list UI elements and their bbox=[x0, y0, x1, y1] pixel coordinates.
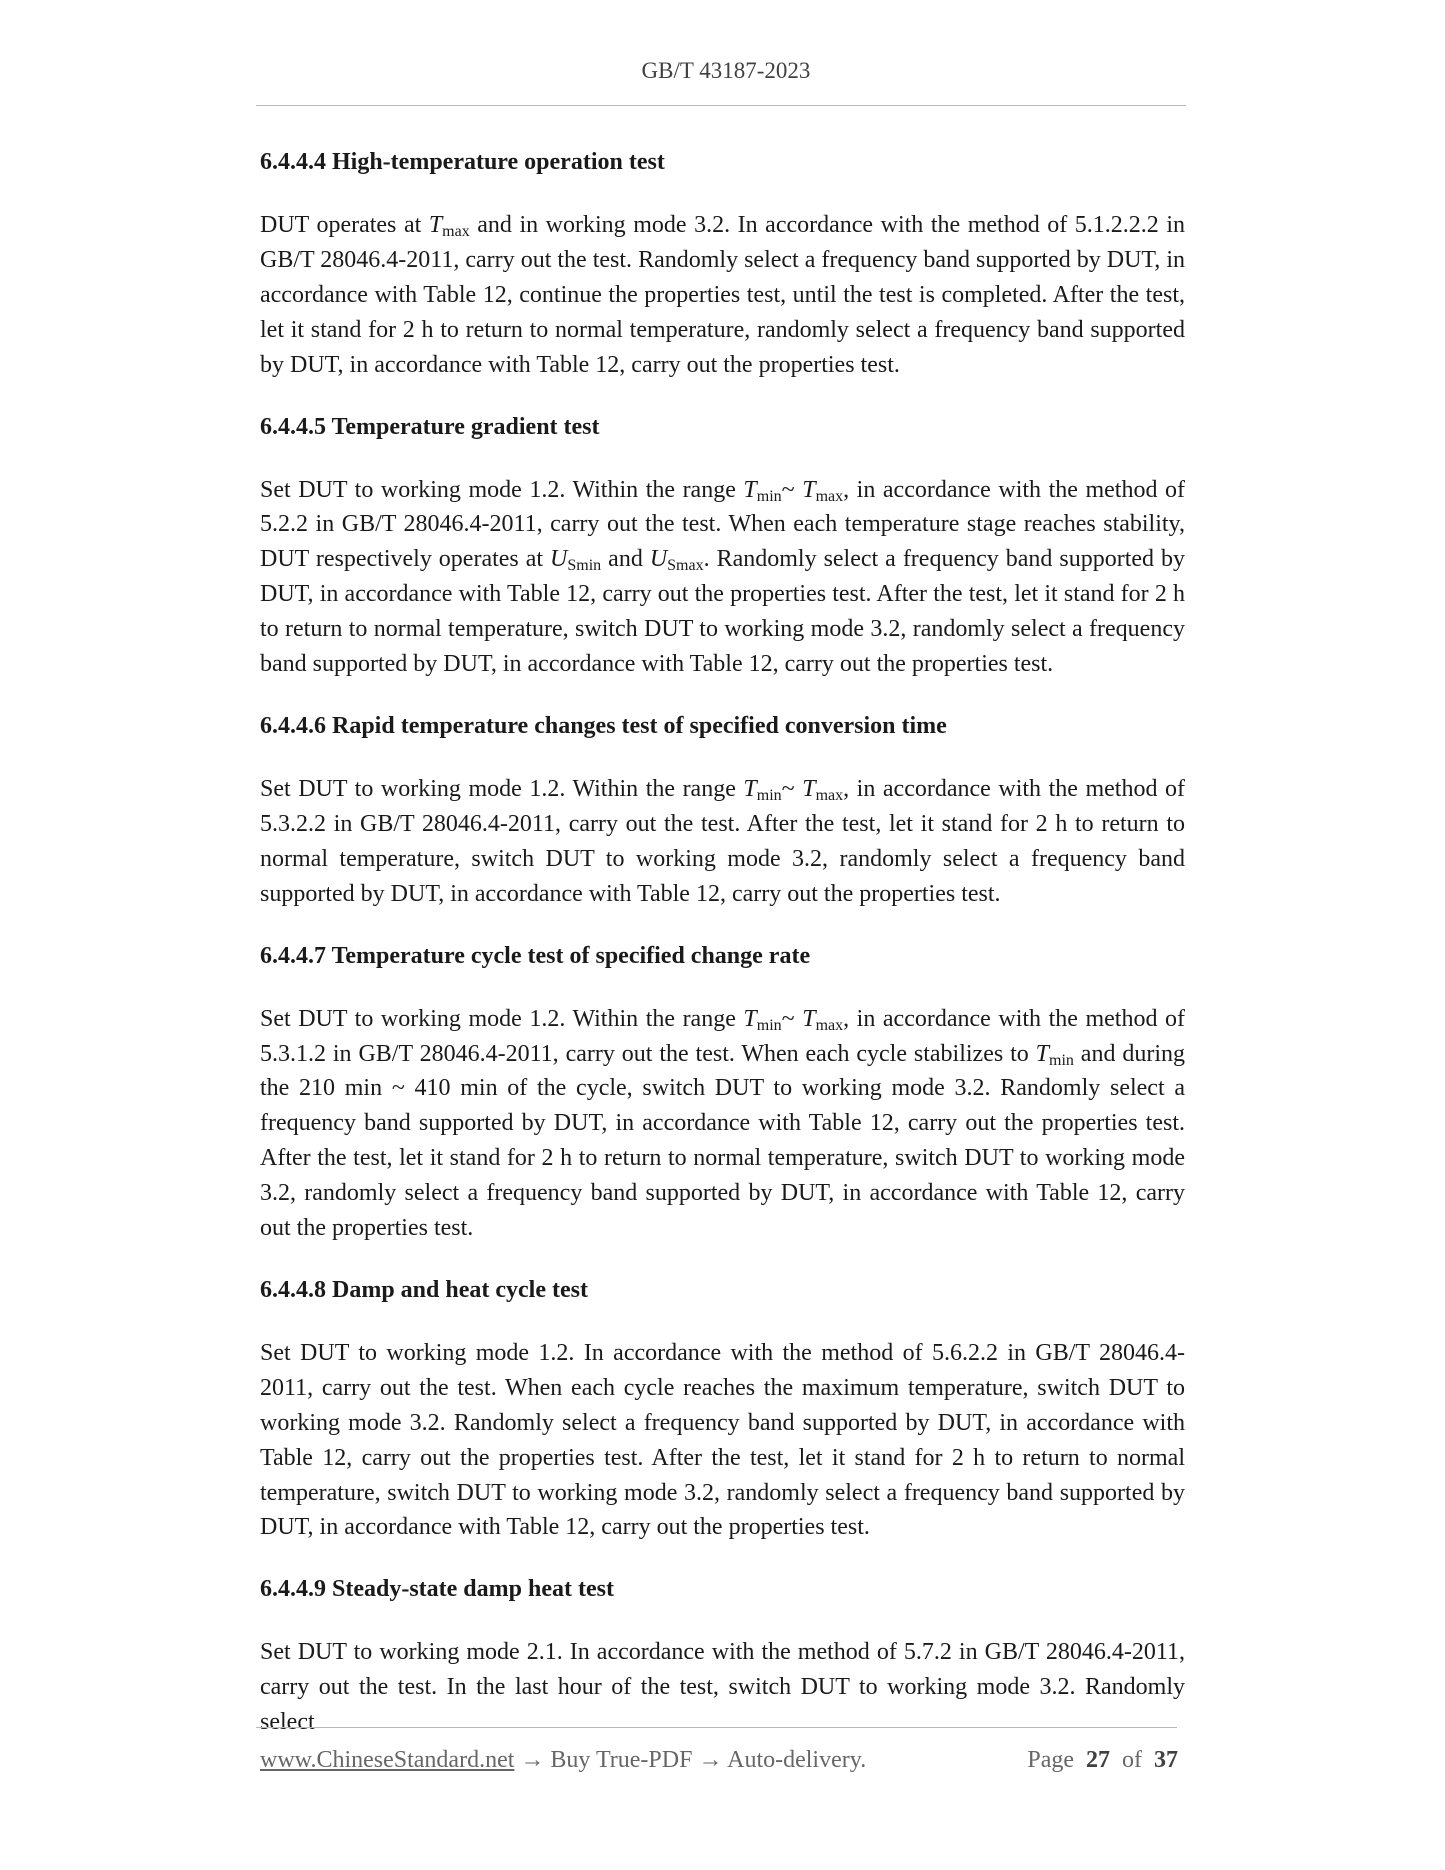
total-pages: 37 bbox=[1154, 1747, 1178, 1773]
section-paragraph: Set DUT to working mode 1.2. Within the range $T_{min}\sim$ $T_{max}$, in accordance with the method of 5.2.2 in GB/T 28046.4-2011, carry out the test. When each temperature stage reaches stability, DUT respectively operates at $U_{Smin}$ and $U_{Smax}$. Randomly select a frequency band supported by DUT, in accordance with Table 12, carry out the properties test. After the test, let it stand for 2 h to return to normal temperature, switch DUT to working mode 3.2, randomly select a frequency band supported by DUT, in accordance with Table 12, carry out the properties test. bbox=[260, 476, 1186, 678]
page-number: Page 27 of 37 bbox=[1027, 1747, 1178, 1773]
section-6-4-4-6 bbox=[260, 709, 1185, 912]
section-heading: 6.4.4.9 Steady-state damp heat test bbox=[260, 1576, 614, 1603]
page-header: GB/T 43187-2023 bbox=[641, 58, 811, 83]
section-6-4-4-4 bbox=[260, 145, 1185, 383]
section-paragraph: DUT operates at $T_{max}$ and in working mode 3.2. In accordance with the method of 5.1.2.2.2 in GB/T 28046.4-2011, carry out the test. Randomly select a frequency band supported by DUT, in accordance with Table 12, continue the properties test, until the test is completed. After the test, let it stand for 2 h to return to normal temperature, randomly select a frequency band supported by DUT, in accordance with Table 12, carry out the properties test. bbox=[260, 212, 1185, 378]
section-heading: 6.4.4.5 Temperature gradient test bbox=[260, 413, 600, 440]
footer-promo bbox=[260, 1747, 866, 1774]
section-paragraph: Set DUT to working mode 2.1. In accordance with the method of 5.7.2 in GB/T 28046.4-2011, carry out the test. In the last hour of the test, switch DUT to working mode 3.2. Randomly select bbox=[260, 1639, 1185, 1736]
section-paragraph: Set DUT to working mode 1.2. Within the range $T_{min}\sim$ $T_{max}$, in accordance with the method of 5.3.2.2 in GB/T 28046.4-2011, carry out the test. After the test, let it stand for 2 h to return to normal temperature, switch DUT to working mode 3.2, randomly select a frequency band supported by DUT, in accordance with Table 12, carry out the properties test. bbox=[260, 775, 1186, 907]
header-divider bbox=[256, 105, 1186, 106]
site-link[interactable]: www.ChineseStandard.net bbox=[260, 1747, 515, 1773]
section-paragraph: Set DUT to working mode 1.2. Within the range $T_{min}\sim$ $T_{max}$, in accordance with the method of 5.3.1.2 in GB/T 28046.4-2011, carry out the test. When each cycle stabilizes to $T_{min}$ and during the 210 min ~ 410 min of the cycle, switch DUT to working mode 3.2. Randomly select a frequency band supported by DUT, in accordance with Table 12, carry out the properties test. After the test, let it stand for 2 h to return to normal temperature, switch DUT to working mode 3.2, randomly select a frequency band supported by DUT, in accordance with Table 12, carry out the properties test. bbox=[260, 1005, 1186, 1242]
current-page: 27 bbox=[1086, 1747, 1110, 1773]
section-heading: 6.4.4.6 Rapid temperature changes test of specified conversion time bbox=[260, 712, 947, 739]
section-heading: 6.4.4.7 Temperature cycle test of specified change rate bbox=[260, 942, 811, 969]
section-6-4-4-7 bbox=[260, 939, 1185, 1246]
section-heading: 6.4.4.4 High-temperature operation test bbox=[260, 149, 665, 175]
section-6-4-4-5 bbox=[260, 410, 1185, 682]
page-footer bbox=[260, 1747, 1178, 1781]
section-6-4-4-8 bbox=[260, 1273, 1185, 1545]
page-content bbox=[260, 145, 1185, 1767]
promo-text: → Buy True-PDF → Auto-delivery. bbox=[514, 1747, 867, 1773]
section-heading: 6.4.4.8 Damp and heat cycle test bbox=[260, 1276, 588, 1303]
section-6-4-4-9 bbox=[260, 1572, 1185, 1740]
footer-divider bbox=[256, 1727, 1177, 1728]
section-paragraph: Set DUT to working mode 1.2. In accordance with the method of 5.6.2.2 in GB/T 28046.4-2011, carry out the test. When each cycle reaches the maximum temperature, switch DUT to working mode 3.2. Randomly select a frequency band supported by DUT, in accordance with Table 12, carry out the properties test. After the test, let it stand for 2 h to return to normal temperature, switch DUT to working mode 3.2, randomly select a frequency band supported by DUT, in accordance with Table 12, carry out the properties test. bbox=[260, 1339, 1185, 1541]
